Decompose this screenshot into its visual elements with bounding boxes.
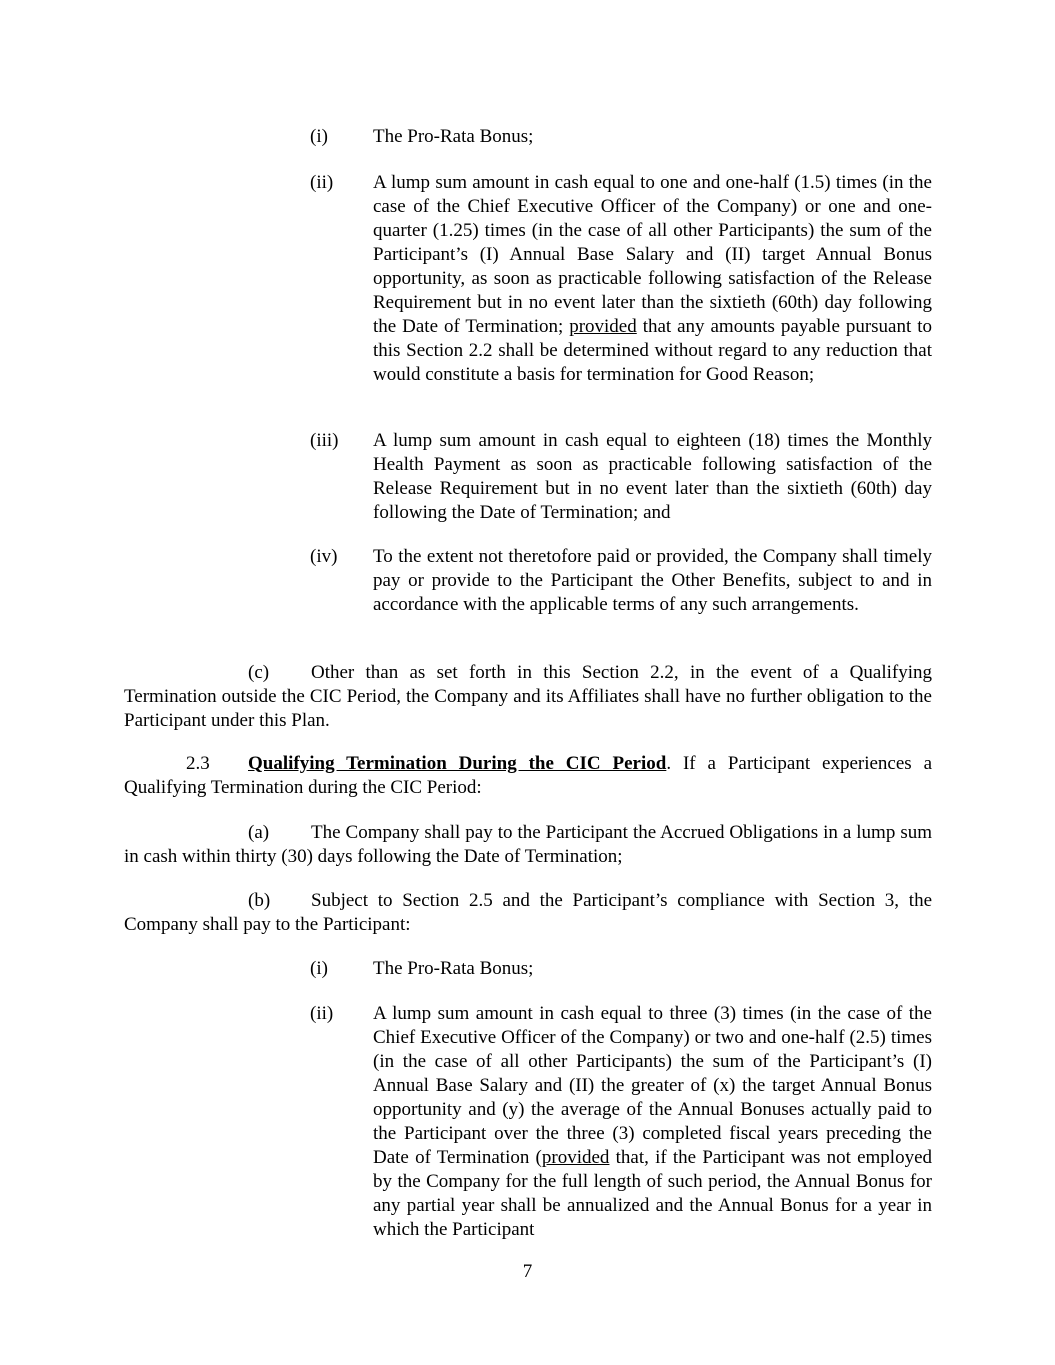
list-item xyxy=(310,429,932,525)
list-item-text: The Pro-Rata Bonus; xyxy=(373,126,534,147)
section-number: 2.3 xyxy=(186,753,210,774)
list-item-text: A lump sum amount in cash equal to three (3) times (in the case of the Chief Executive Officer of the Company) or two and one-half (2.5) times (in the case of all other Participants) the sum of the Participant’s (I) Annual Base Salary and (II) the greater of (x) the target Annual Bonus opportunity and (y) the average of the Annual Bonuses actually paid to the Participant over the three (3) completed fiscal years preceding the Date of Termination (provided that, if the Participant was not employed by the Company for the full length of such period, the Annual Bonus for any partial year shall be annualized and the Annual Bonus for a year in which the Participant xyxy=(373,1003,932,1240)
list-item-number: (iv) xyxy=(310,546,338,567)
list-item xyxy=(310,1002,932,1242)
paragraph-b: (b) Subject to Section 2.5 and the Participant’s compliance with Section 3, the Company shall pay to the Participant: xyxy=(124,890,932,935)
provided-underlined: provided xyxy=(569,316,637,337)
list-item-number: (i) xyxy=(310,126,328,147)
list-item-number: (i) xyxy=(310,958,328,979)
list-item xyxy=(310,171,932,387)
list-item xyxy=(310,957,932,981)
section-2-3: 2.3 Qualifying Termination During the CIC Period. If a Participant experiences a Qualifying Termination during the CIC Period: xyxy=(124,753,933,798)
list-item-number: (ii) xyxy=(310,1003,334,1024)
paragraph-label: (c) xyxy=(248,662,270,683)
list-item-text: A lump sum amount in cash equal to one and one-half (1.5) times (in the case of the Chief Executive Officer of the Company) or one and one-quarter (1.25) times (in the case of all other Participants) the sum of the Participant’s (I) Annual Base Salary and (II) target Annual Bonus opportunity, as soon as practicable following satisfaction of the Release Requirement but in no event later than the sixtieth (60th) day following the Date of Termination; provided that any amounts payable pursuant to this Section 2.2 shall be determined without regard to any reduction that would constitute a basis for termination for Good Reason; xyxy=(373,172,932,385)
list-item-text: To the extent not theretofore paid or provided, the Company shall timely pay or provide to the Participant the Other Benefits, subject to and in accordance with the applicable terms of any such arrangements. xyxy=(373,546,932,615)
section-heading: Qualifying Termination During the CIC Period xyxy=(248,753,667,774)
paragraph-label: (b) xyxy=(248,890,271,911)
list-item xyxy=(310,125,932,149)
list-item-number: (iii) xyxy=(310,430,339,451)
provided-underlined: provided xyxy=(541,1147,610,1168)
list-item-number: (ii) xyxy=(310,172,334,193)
list-item-text: The Pro-Rata Bonus; xyxy=(373,958,534,979)
paragraph-c: (c) Other than as set forth in this Section 2.2, in the event of a Qualifying Termination outside the CIC Period, the Company and its Affiliates shall have no further obligation to the Participant under this Plan. xyxy=(124,662,932,731)
page-number: 7 xyxy=(522,1261,533,1282)
list-item-text: A lump sum amount in cash equal to eighteen (18) times the Monthly Health Payment as soon as practicable following satisfaction of the Release Requirement but in no event later than the sixtieth (60th) day following the Date of Termination; and xyxy=(373,430,932,523)
list-item xyxy=(310,545,932,617)
paragraph-a: (a) The Company shall pay to the Participant the Accrued Obligations in a lump sum in cash within thirty (30) days following the Date of Termination; xyxy=(124,822,932,867)
paragraph-label: (a) xyxy=(248,822,270,843)
